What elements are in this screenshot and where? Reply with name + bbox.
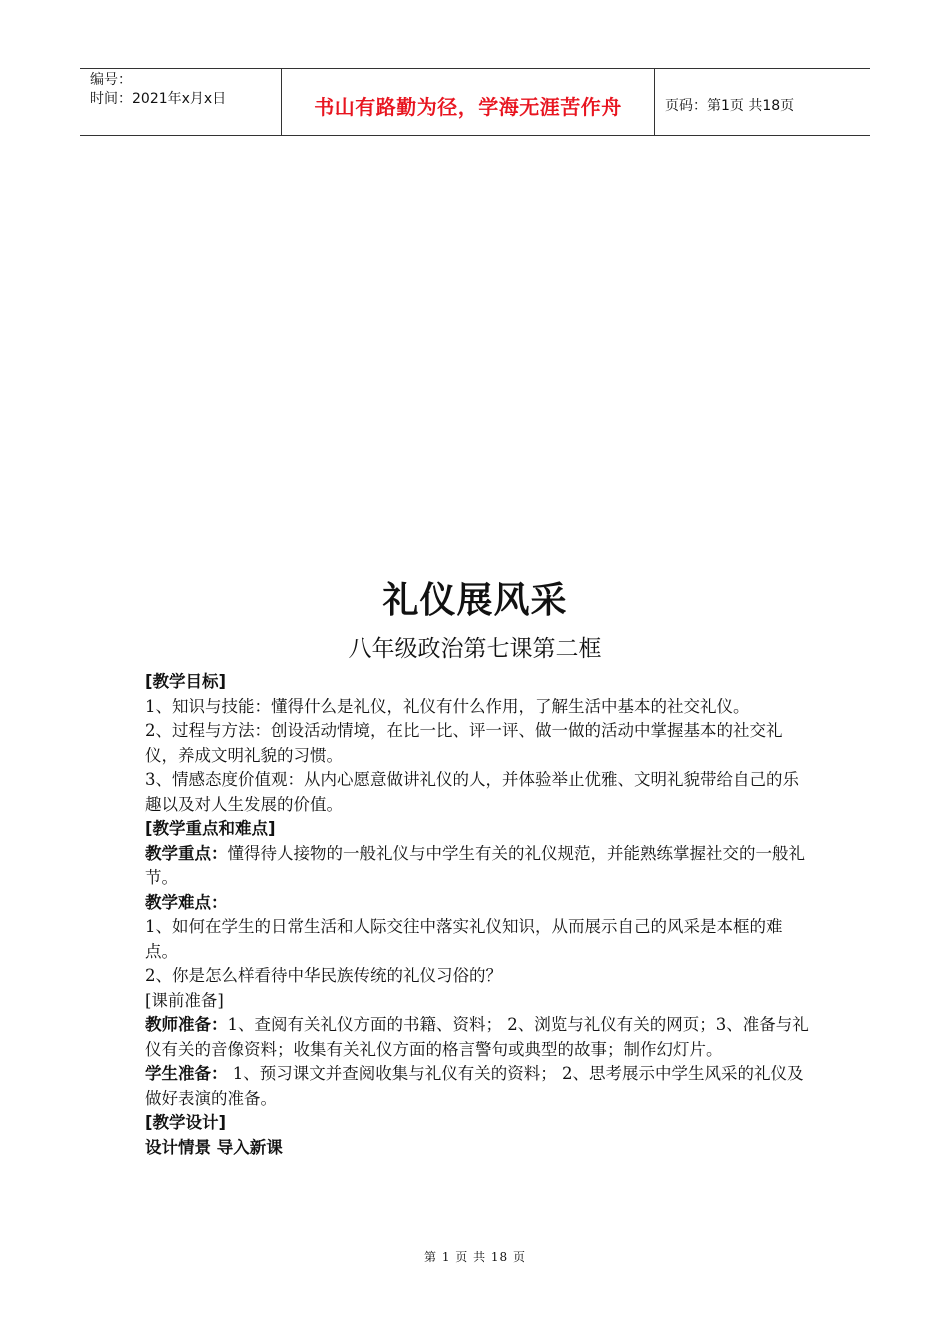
key-point-text: 懂得待人接物的一般礼仪与中学生有关的礼仪规范，并能熟练掌握社交的一般礼节。 xyxy=(145,843,805,887)
student-prep-text: 1、预习课文并查阅收集与礼仪有关的资料； 2、思考展示中学生风采的礼仪及做好表演的准备。 xyxy=(145,1064,804,1108)
page-info-cell xyxy=(655,69,870,135)
difficulty-label: 教学难点： xyxy=(145,892,228,912)
document-subtitle: 八年级政治第七课第二框 xyxy=(348,636,602,662)
student-prep-label: 学生准备： xyxy=(145,1064,228,1083)
teacher-prep-paragraph xyxy=(145,1013,813,1062)
header-table xyxy=(80,68,870,136)
key-difficulty-heading: [教学重点和难点] xyxy=(145,819,276,838)
objectives-heading: [教学目标] xyxy=(145,672,227,691)
motto-cell xyxy=(281,69,655,135)
teacher-prep-text: 1、查阅有关礼仪方面的书籍、资料； 2、浏览与礼仪有关的网页；3、准备与礼仪有关的音像资料；收集有关礼仪方面的格言警句或典型的故事；制作幻灯片。 xyxy=(145,1015,809,1059)
time-label: 时间：2021年x月x日 xyxy=(90,91,227,107)
student-prep-paragraph xyxy=(145,1062,813,1111)
page-info-text: 页码：第1页 共18页 xyxy=(665,98,795,114)
header-meta-cell xyxy=(80,69,281,135)
number-label: 编号： xyxy=(90,72,132,88)
design-line: 设计情景 导入新课 xyxy=(145,1137,283,1157)
preparation-heading: [课前准备] xyxy=(145,990,224,1010)
key-point-paragraph xyxy=(145,842,813,891)
difficulty-1: 1、如何在学生的日常生活和人际交往中落实礼仪知识，从而展示自己的风采是本框的难点。 xyxy=(145,917,783,961)
teacher-prep-label: 教师准备： xyxy=(145,1015,228,1034)
document-body xyxy=(145,670,813,1160)
motto-text: 书山有路勤为径，学海无涯苦作舟 xyxy=(314,94,622,119)
objective-3: 3、情感态度价值观：从内心愿意做讲礼仪的人，并体验举止优雅、文明礼貌带给自己的乐趣以及对人生发展的价值。 xyxy=(145,770,799,814)
page-footer: 第 1 页 共 18 页 xyxy=(424,1250,526,1264)
design-heading: [教学设计] xyxy=(145,1113,227,1132)
document-title: 礼仪展风采 xyxy=(382,580,568,621)
objective-1: 1、知识与技能：懂得什么是礼仪，礼仪有什么作用，了解生活中基本的社交礼仪。 xyxy=(145,696,750,716)
objective-2: 2、过程与方法：创设活动情境，在比一比、评一评、做一做的活动中掌握基本的社交礼仪，养成文明礼貌的习惯。 xyxy=(145,721,783,765)
key-point-label: 教学重点： xyxy=(145,843,228,863)
difficulty-2: 2、你是怎么样看待中华民族传统的礼仪习俗的？ xyxy=(145,966,502,985)
